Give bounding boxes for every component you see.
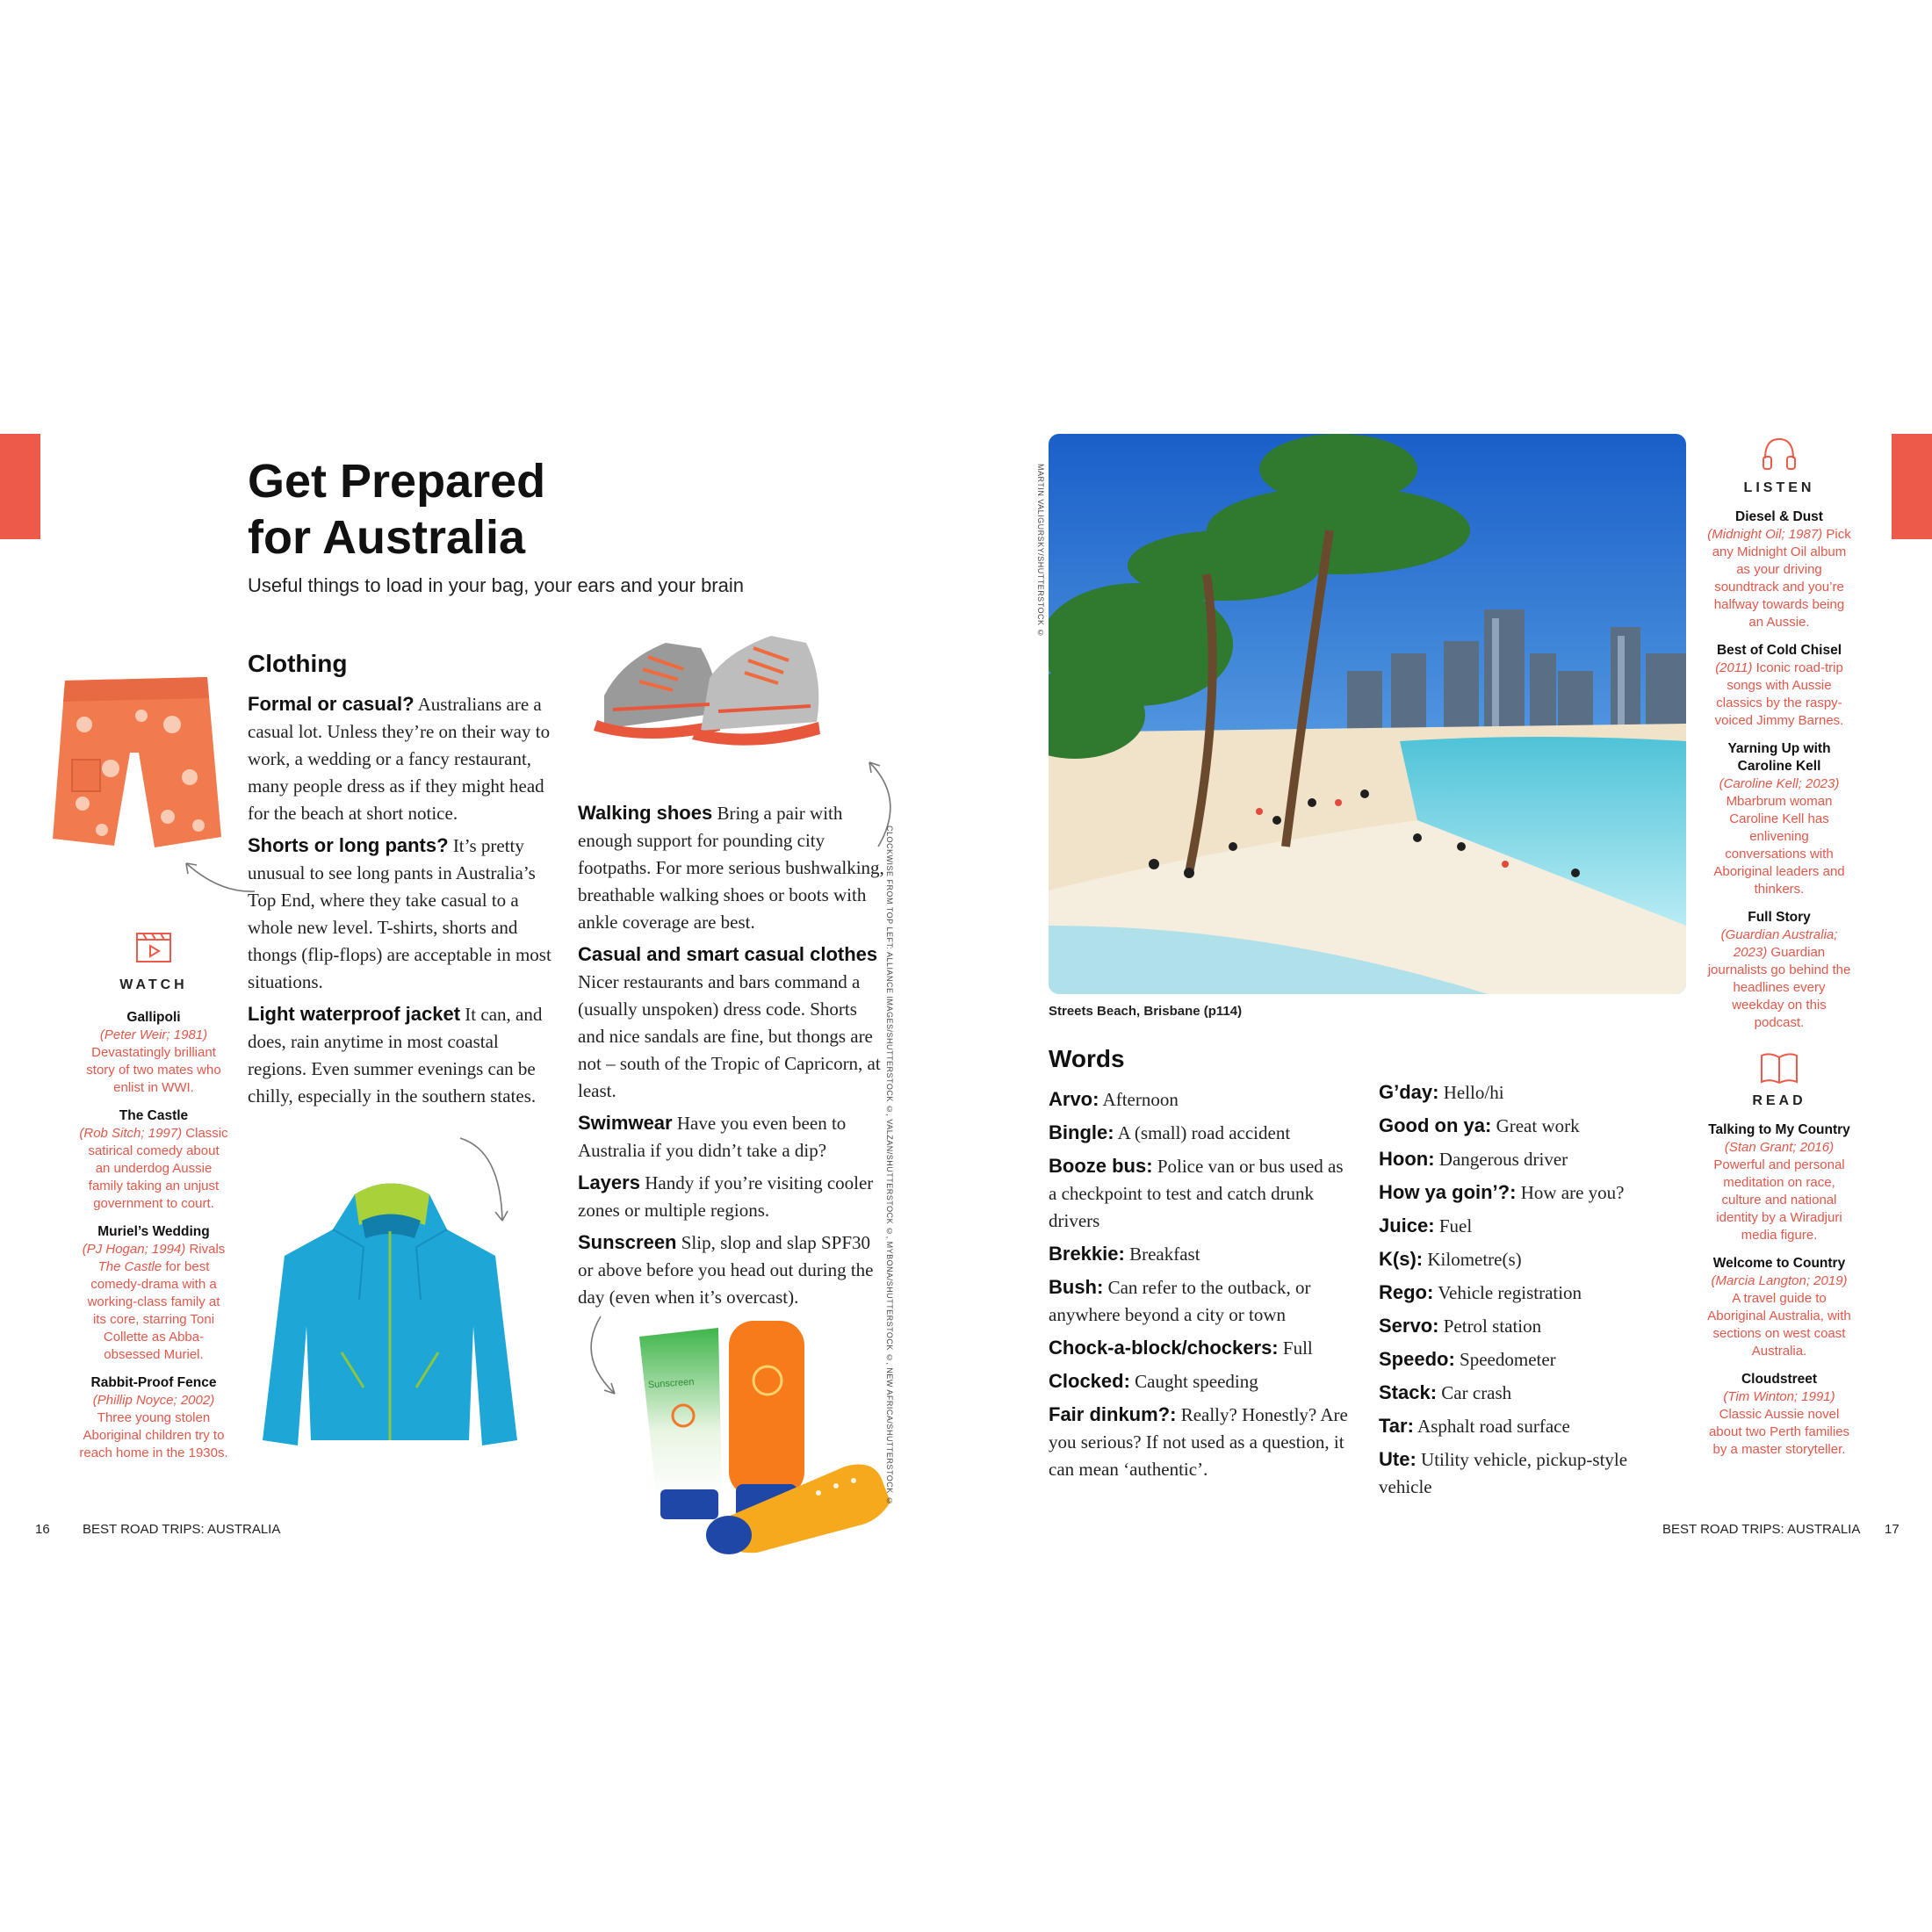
word-entry <box>1379 1445 1669 1501</box>
watch-item-desc: for best comedy-drama with a working-class family at its core, starring Toni Collette as Abba-obsessed Muriel. <box>87 1259 220 1362</box>
watch-item <box>79 1223 228 1364</box>
read-item <box>1707 1371 1851 1459</box>
watch-item <box>79 1374 228 1462</box>
shoes-image <box>587 625 824 757</box>
word-entry <box>1049 1119 1352 1147</box>
word-term: Bingle: <box>1049 1121 1114 1143</box>
word-term: Fair dinkum?: <box>1049 1403 1177 1425</box>
listen-item-desc: Iconic road-trip songs with Aussie classics by the raspy-voiced Jimmy Barnes. <box>1714 660 1844 728</box>
left-photo-credit: CLOCKWISE FROM TOP LEFT: ALLIANCE IMAGES/SHUTTERSTOCK ©, VALZAN/SHUTTERSTOCK ©, MYBONA/SHUTTERSTOCK ©, NEW AFRICA/SHUTTERSTOCK © <box>885 825 894 1506</box>
word-definition: Fuel <box>1434 1215 1473 1236</box>
word-term: Stack: <box>1379 1381 1438 1403</box>
jacket-image <box>258 1177 522 1458</box>
word-entry <box>1379 1279 1669 1307</box>
word-entry <box>1379 1179 1669 1207</box>
listen-item <box>1707 508 1851 631</box>
word-definition: Kilometre(s) <box>1423 1249 1522 1270</box>
watch-item-meta: (PJ Hogan; 1994) <box>82 1242 186 1257</box>
clothing-column-2 <box>578 799 885 1316</box>
read-label: READ <box>1752 1093 1806 1108</box>
word-definition: Breakfast <box>1124 1244 1200 1265</box>
word-definition: Utility vehicle, pickup-style vehicle <box>1379 1449 1628 1497</box>
word-entry <box>1379 1078 1669 1107</box>
word-entry <box>1379 1379 1669 1407</box>
page-title <box>248 453 775 566</box>
listen-item-title: Diesel & Dust <box>1735 509 1823 524</box>
clothing-item <box>578 941 885 1105</box>
word-definition: Speedometer <box>1454 1349 1556 1370</box>
word-definition: Great work <box>1491 1115 1580 1136</box>
clothing-term: Walking shoes <box>578 802 713 824</box>
title-line-1: Get Prepared <box>248 455 546 508</box>
clothing-term: Casual and smart casual clothes <box>578 943 878 965</box>
watch-item-desc: Three young stolen Aboriginal children try to reach home in the 1930s. <box>79 1410 228 1460</box>
listen-item-title: Best of Cold Chisel <box>1716 643 1842 658</box>
words-heading: Words <box>1049 1045 1125 1072</box>
word-entry <box>1049 1273 1352 1329</box>
clothing-item <box>248 1000 555 1110</box>
clothing-text: Nicer restaurants and bars command a (usually unspoken) dress code. Shorts and nice sandals are fine, but thongs are not – south of the Tropic of Capricorn, at least. <box>578 971 881 1101</box>
clothing-item <box>578 1169 885 1224</box>
watch-section <box>79 929 228 1473</box>
word-definition: Afternoon <box>1099 1089 1179 1110</box>
watch-item-meta: (Rob Sitch; 1997) <box>79 1126 183 1141</box>
page-number-right: 17 <box>1885 1522 1900 1537</box>
word-term: Tar: <box>1379 1415 1414 1437</box>
watch-item-meta: (Peter Weir; 1981) <box>99 1027 208 1042</box>
listen-item-meta: (2011) <box>1715 660 1753 675</box>
page-number-left: 16 <box>35 1522 50 1537</box>
word-definition: Really? Honestly? Are you serious? If not used as a question, it can mean ‘authentic’. <box>1049 1404 1348 1480</box>
listen-item <box>1707 642 1851 730</box>
clothing-text: Slip, slop and slap SPF30 or above before you head out during the day (even when it’s overcast). <box>578 1232 874 1308</box>
word-term: Hoon: <box>1379 1148 1435 1170</box>
read-item-desc: Classic Aussie novel about two Perth families by a master storyteller. <box>1708 1407 1850 1457</box>
word-definition: Car crash <box>1437 1382 1512 1403</box>
word-entry <box>1379 1245 1669 1273</box>
listen-item <box>1707 909 1851 1032</box>
clothing-term: Sunscreen <box>578 1231 677 1253</box>
word-entry <box>1379 1412 1669 1440</box>
word-entry <box>1379 1312 1669 1340</box>
clothing-item <box>578 1229 885 1311</box>
word-entry <box>1379 1212 1669 1240</box>
word-definition: Can refer to the outback, or anywhere beyond a city or town <box>1049 1277 1311 1325</box>
word-term: G’day: <box>1379 1081 1439 1103</box>
words-column-1 <box>1049 1085 1352 1489</box>
word-term: Booze bus: <box>1049 1155 1153 1177</box>
listen-item-title: Yarning Up with Caroline Kell <box>1727 741 1831 774</box>
photo-caption: Streets Beach, Brisbane (p114) <box>1049 1004 1243 1019</box>
word-term: Arvo: <box>1049 1088 1099 1110</box>
word-definition: Dangerous driver <box>1434 1149 1568 1170</box>
word-term: Speedo: <box>1379 1348 1455 1370</box>
word-definition: Caught speeding <box>1129 1371 1258 1392</box>
word-definition: Vehicle registration <box>1433 1282 1582 1303</box>
word-definition: How are you? <box>1516 1182 1625 1203</box>
word-term: Servo: <box>1379 1315 1439 1337</box>
clothing-term: Formal or casual? <box>248 693 415 715</box>
clothing-column-1 <box>248 690 555 1114</box>
watch-item-desc-pre: Rivals <box>185 1242 226 1257</box>
listen-item-desc: Mbarbrum woman Caroline Kell has enlivening conversations with Aboriginal leaders and thinkers. <box>1713 794 1845 897</box>
word-term: Clocked: <box>1049 1370 1130 1392</box>
word-entry <box>1049 1240 1352 1268</box>
read-item-meta: (Tim Winton; 1991) <box>1723 1389 1835 1404</box>
footer-title-right: BEST ROAD TRIPS: AUSTRALIA <box>1662 1522 1861 1537</box>
read-item-desc: Powerful and personal meditation on race, culture and national identity by a Wiradjuri media figure. <box>1713 1157 1845 1243</box>
page-subtitle: Useful things to load in your bag, your ears and your brain <box>248 574 744 596</box>
word-term: Juice: <box>1379 1215 1435 1236</box>
word-definition: A (small) road accident <box>1114 1122 1291 1143</box>
word-term: Good on ya: <box>1379 1114 1492 1136</box>
clothing-text: Bring a pair with enough support for pounding city footpaths. For more serious bushwalking, breathable walking shoes or boots with ankle coverage are best. <box>578 803 884 933</box>
clapperboard-icon <box>134 929 173 964</box>
shorts-image <box>49 672 225 852</box>
word-entry <box>1379 1112 1669 1140</box>
listen-item-meta: (Guardian Australia; 2023) <box>1720 927 1838 960</box>
word-term: Rego: <box>1379 1281 1434 1303</box>
read-item-title: Welcome to Country <box>1712 1256 1846 1271</box>
word-entry <box>1049 1401 1352 1483</box>
read-item-title: Talking to My Country <box>1708 1122 1850 1137</box>
clothing-item <box>578 1109 885 1164</box>
beach-photo <box>1049 434 1686 994</box>
listen-item-meta: (Midnight Oil; 1987) <box>1707 527 1823 542</box>
watch-item-desc: Classic satirical comedy about an underdog Aussie family taking an unjust government to court. <box>88 1126 228 1211</box>
word-entry <box>1049 1367 1352 1395</box>
clothing-item <box>248 690 555 827</box>
clothing-term: Light waterproof jacket <box>248 1003 461 1025</box>
sunscreen-tube-label: Sunscreen <box>647 1376 695 1391</box>
word-term: K(s): <box>1379 1248 1424 1270</box>
word-entry <box>1379 1345 1669 1373</box>
read-item-meta: (Marcia Langton; 2019) <box>1711 1273 1848 1288</box>
word-definition: Police van or bus used as a checkpoint to test and catch drunk drivers <box>1049 1156 1344 1231</box>
listen-item-desc: Guardian journalists go behind the headlines every weekday on this podcast. <box>1707 945 1851 1030</box>
watch-item-title: Muriel’s Wedding <box>97 1224 210 1239</box>
clothing-text: Have you even been to Australia if you didn’t take a dip? <box>578 1113 847 1161</box>
word-term: Brekkie: <box>1049 1243 1125 1265</box>
book-icon <box>1759 1050 1799 1085</box>
watch-item-title: The Castle <box>119 1108 189 1123</box>
clothing-item <box>578 799 885 936</box>
listen-item-title: Full Story <box>1748 910 1811 925</box>
left-edge-tab <box>0 434 40 539</box>
listen-item-desc: Pick any Midnight Oil album as your driving soundtrack and you’re halfway towards being an Aussie. <box>1712 527 1851 630</box>
word-entry <box>1049 1152 1352 1235</box>
read-section <box>1707 1050 1851 1469</box>
read-item-desc: A travel guide to Aboriginal Australia, with sections on west coast Australia. <box>1707 1291 1851 1359</box>
right-edge-tab <box>1892 434 1932 539</box>
clothing-text: It’s pretty unusual to see long pants in Australia’s Top End, where they take casual to a whole new level. T-shirts, shorts and thongs (flip-flops) are acceptable in most situations. <box>248 835 551 992</box>
watch-item-title: Rabbit-Proof Fence <box>90 1375 217 1390</box>
word-definition: Hello/hi <box>1438 1082 1504 1103</box>
clothing-heading: Clothing <box>248 650 348 677</box>
listen-section <box>1707 434 1851 1042</box>
title-line-2: for Australia <box>248 511 526 564</box>
word-definition: Petrol station <box>1438 1316 1542 1337</box>
watch-item <box>79 1009 228 1097</box>
clothing-term: Shorts or long pants? <box>248 834 449 856</box>
read-item-meta: (Stan Grant; 2016) <box>1724 1140 1835 1155</box>
arrow-to-sunscreen <box>580 1313 624 1401</box>
word-entry <box>1049 1334 1352 1362</box>
clothing-term: Layers <box>578 1171 640 1193</box>
watch-item <box>79 1107 228 1213</box>
footer-title-left: BEST ROAD TRIPS: AUSTRALIA <box>83 1522 281 1537</box>
word-term: How ya goin’?: <box>1379 1181 1517 1203</box>
word-definition: Asphalt road surface <box>1413 1416 1570 1437</box>
read-item-title: Cloudstreet <box>1741 1372 1818 1387</box>
clothing-text: Handy if you’re visiting cooler zones or multiple regions. <box>578 1172 874 1221</box>
photo-credit: MARTIN VALIGURSKY/SHUTTERSTOCK © <box>1036 464 1045 638</box>
listen-label: LISTEN <box>1743 480 1815 495</box>
word-term: Bush: <box>1049 1276 1104 1298</box>
read-item <box>1707 1121 1851 1244</box>
watch-label: WATCH <box>119 977 188 992</box>
words-column-2 <box>1379 1078 1669 1506</box>
clothing-text: It can, and does, rain anytime in most coastal regions. Even summer evenings can be chilly, especially in the southern states. <box>248 1004 543 1107</box>
clothing-item <box>248 832 555 996</box>
word-definition: Full <box>1278 1337 1313 1359</box>
watch-item-desc-em: The Castle <box>97 1259 162 1274</box>
watch-item-title: Gallipoli <box>126 1010 181 1025</box>
listen-item-meta: (Caroline Kell; 2023) <box>1719 776 1840 791</box>
clothing-text: Australians are a casual lot. Unless they’re on their way to work, a wedding or a fancy restaurant, many people dress as if they might head for the beach at short notice. <box>248 694 551 824</box>
word-term: Ute: <box>1379 1448 1417 1470</box>
sunscreen-image <box>634 1317 898 1554</box>
word-entry <box>1049 1085 1352 1114</box>
watch-item-meta: (Phillip Noyce; 2002) <box>92 1393 215 1408</box>
word-entry <box>1379 1145 1669 1173</box>
listen-item <box>1707 740 1851 898</box>
read-item <box>1707 1255 1851 1360</box>
watch-item-desc: Devastatingly brilliant story of two mates who enlist in WWI. <box>86 1045 221 1095</box>
clothing-term: Swimwear <box>578 1112 673 1134</box>
headphones-icon <box>1760 434 1799 472</box>
word-term: Chock-a-block/chockers: <box>1049 1337 1279 1359</box>
